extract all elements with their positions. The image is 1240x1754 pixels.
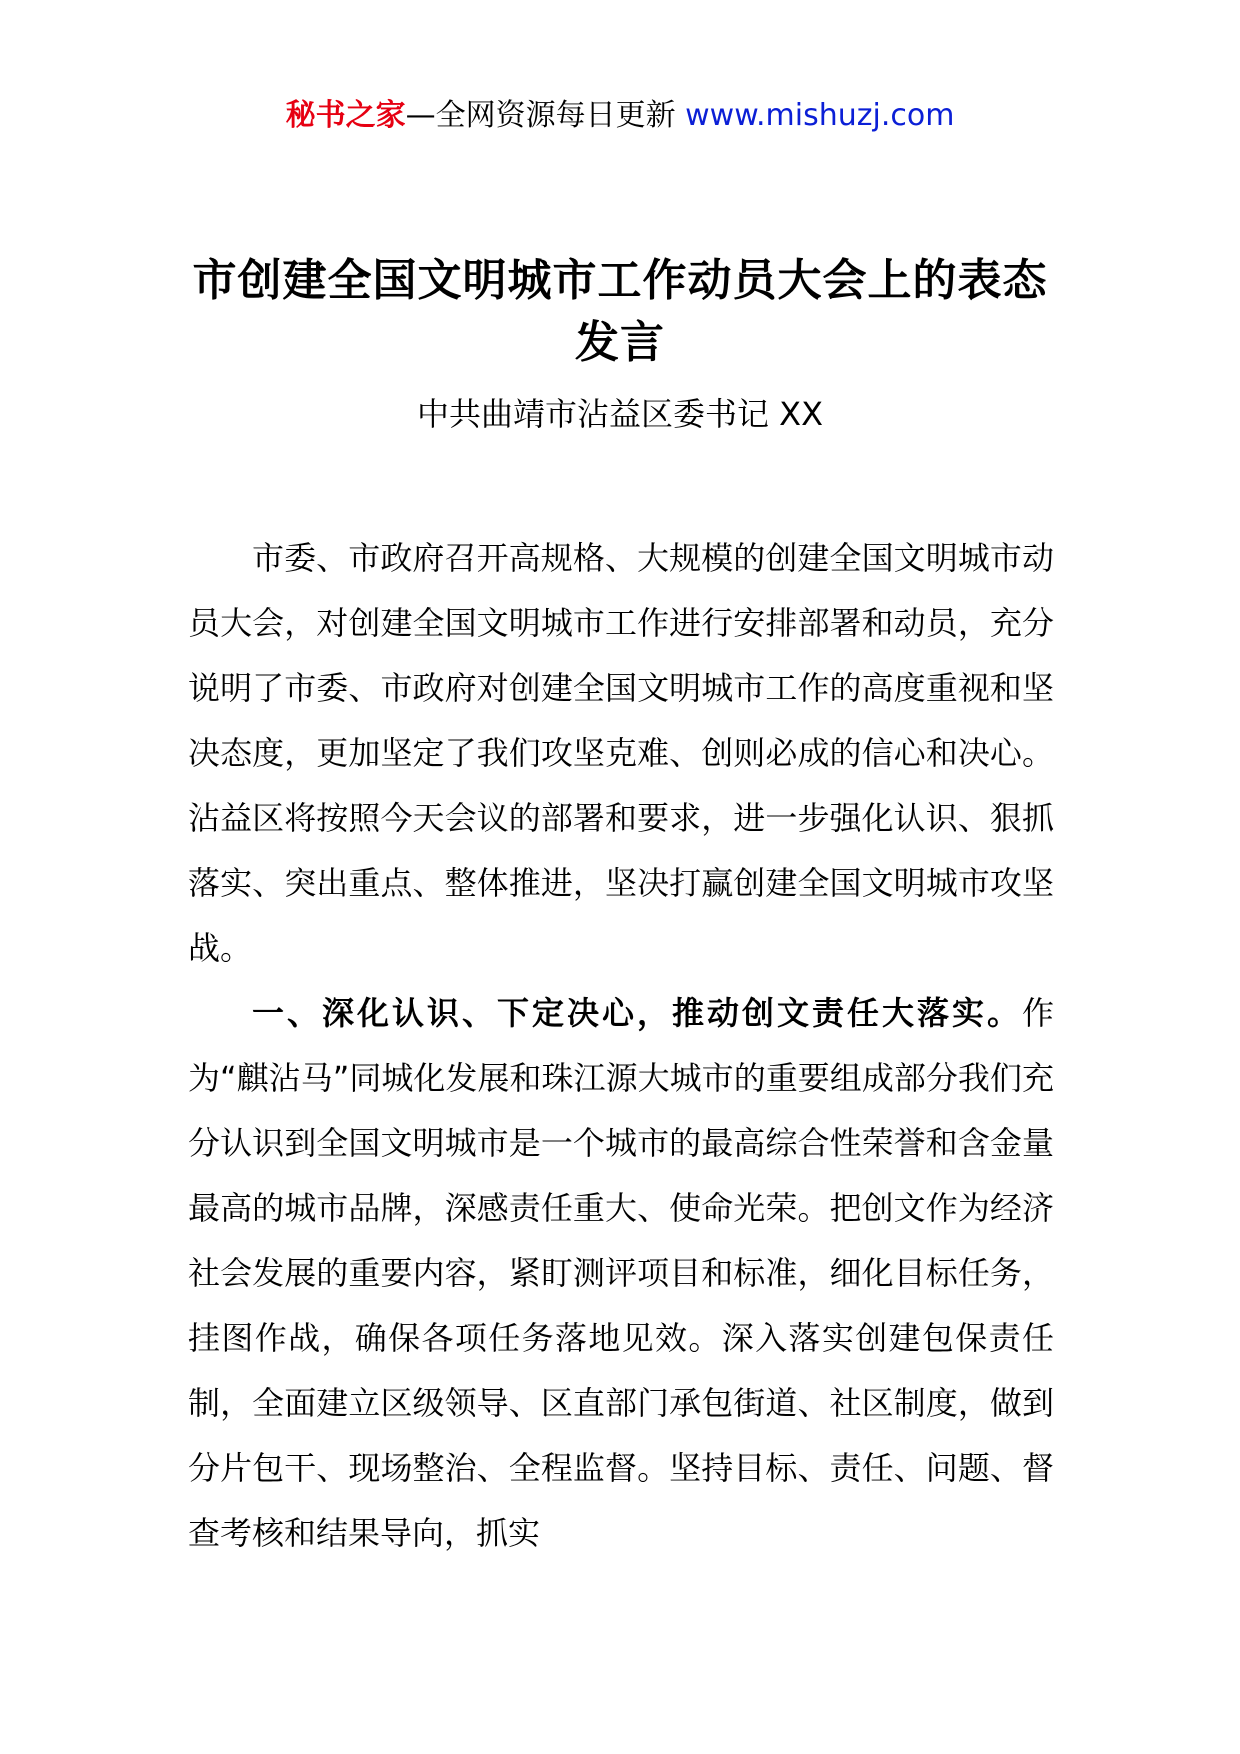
document-author: 中共曲靖市沾益区委书记 XX	[416, 395, 824, 433]
document-title: 市创建全国文明城市工作动员大会上的表态发言	[192, 255, 1048, 368]
site-brand: 秘书之家	[285, 98, 406, 133]
paragraph-text: 市委、市政府召开高规格、大规模的创建全国文明城市动员大会，对创建全国文明城市工作进行安排部署和动员，充分说明了市委、市政府对创建全国文明城市工作的高度重视和坚决态度，更加坚定了我们攻坚克难、创则必成的信心和决心。沾益区将按照今天会议的部署和要求，进一步强化认识、狠抓落实、突出重点、整体推进，坚决打赢创建全国文明城市攻坚战。	[188, 539, 1054, 967]
body-paragraph	[188, 981, 1054, 1566]
body-paragraph	[188, 526, 1054, 981]
section-heading: 一、深化认识、下定决心，推动创文责任大落实。	[252, 994, 1022, 1032]
document-body	[188, 526, 1054, 1566]
site-tagline: —全网资源每日更新	[405, 98, 686, 133]
site-url-link[interactable]: www.mishuzj.com	[685, 98, 955, 133]
site-banner	[0, 96, 1240, 136]
paragraph-text: 作为“麒沾马”同城化发展和珠江源大城市的重要组成部分我们充分认识到全国文明城市是一个城市的最高综合性荣誉和含金量最高的城市品牌，深感责任重大、使命光荣。把创文作为经济社会发展的重要内容，紧盯测评项目和标准，细化目标任务，挂图作战，确保各项任务落地见效。深入落实创建包保责任制，全面建立区级领导、区直部门承包街道、社区制度，做到分片包干、现场整治、全程监督。坚持目标、责任、问题、督查考核和结果导向，抓实	[188, 994, 1054, 1552]
